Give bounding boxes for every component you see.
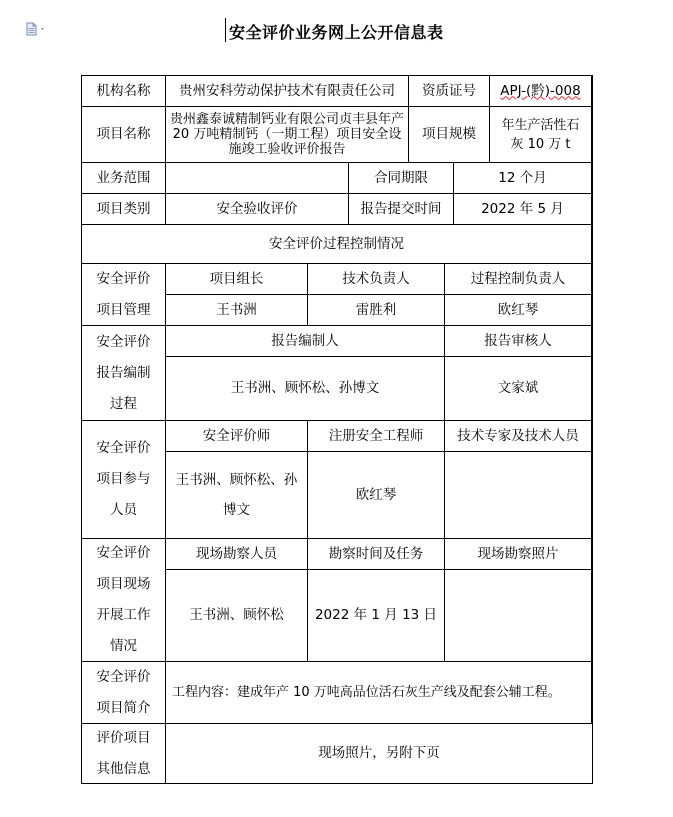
info-table: [81, 75, 593, 784]
mgmt-header-tech: 技术负责人: [308, 264, 445, 295]
report-header-author: 报告编制人: [166, 326, 445, 357]
cert-cell: [490, 76, 592, 107]
site-value-staff: 王书洲、顾怀松: [166, 570, 308, 662]
other-value: 现场照片，另附下页: [318, 745, 440, 761]
staff-header-engineer: 注册安全工程师: [308, 421, 445, 452]
report-header-reviewer: 报告审核人: [445, 326, 592, 357]
category-value: 安全验收评价: [166, 194, 349, 225]
scale-value: 年生产活性石灰 10 万 t: [490, 107, 592, 163]
report-label: 安全评价报告编制过程: [82, 326, 166, 421]
mgmt-header-process: 过程控制负责人: [445, 264, 592, 295]
site-header-time: 勘察时间及任务: [308, 539, 445, 570]
mgmt-value-tech: 雷胜利: [308, 295, 445, 326]
scope-label: 业务范围: [82, 163, 166, 194]
section-title: 安全评价过程控制情况: [82, 225, 592, 264]
mgmt-header-leader: 项目组长: [166, 264, 308, 295]
document-icon[interactable]: [26, 22, 48, 36]
period-value: 12 个月: [454, 163, 592, 194]
brief-value: 工程内容：建成年产 10 万吨高品位活石灰生产线及配套公辅工程。: [166, 662, 592, 724]
submit-value: 2022 年 5 月: [454, 194, 592, 225]
site-value-time: 2022 年 1 月 13 日: [308, 570, 445, 662]
org-label: 机构名称: [82, 76, 166, 107]
staff-value-engineer: 欧红琴: [308, 452, 445, 539]
other-label: 评价项目其他信息: [82, 724, 166, 783]
cert-label: 资质证号: [409, 76, 490, 107]
mgmt-label: 安全评价项目管理: [82, 264, 166, 326]
report-value-author: 王书洲、顾怀松、孙博文: [166, 357, 445, 421]
site-label: 安全评价项目现场开展工作情况: [82, 539, 166, 662]
project-label: 项目名称: [82, 107, 166, 163]
project-value: 贵州鑫泰诚精制钙业有限公司贞丰县年产 20 万吨精制钙（一期工程）项目安全设施竣工验收评价报告: [166, 107, 409, 163]
site-header-photos: 现场勘察照片: [445, 539, 592, 570]
category-label: 项目类别: [82, 194, 166, 225]
staff-label: 安全评价项目参与人员: [82, 421, 166, 539]
submit-label: 报告提交时间: [349, 194, 454, 225]
page-title: 安全评价业务网上公开信息表: [229, 23, 444, 42]
staff-value-assessor: 王书洲、顾怀松、孙博文: [166, 452, 308, 539]
staff-header-assessor: 安全评价师: [166, 421, 308, 452]
period-label: 合同期限: [349, 163, 454, 194]
staff-value-experts: [445, 452, 592, 539]
mgmt-value-leader: 王书洲: [166, 295, 308, 326]
brief-label: 安全评价项目简介: [82, 662, 166, 724]
org-value: 贵州安科劳动保护技术有限责任公司: [166, 76, 409, 107]
chevron-down-icon: [41, 28, 44, 30]
scale-label: 项目规模: [409, 107, 490, 163]
site-header-staff: 现场勘察人员: [166, 539, 308, 570]
report-value-reviewer: 文家斌: [445, 357, 592, 421]
site-value-photos: [445, 570, 592, 662]
mgmt-value-process: 欧红琴: [445, 295, 592, 326]
cert-value: APJ-(黔)-008: [500, 82, 581, 99]
staff-header-experts: 技术专家及技术人员: [445, 421, 592, 452]
scope-value: [166, 163, 349, 194]
text-cursor: [225, 18, 226, 42]
